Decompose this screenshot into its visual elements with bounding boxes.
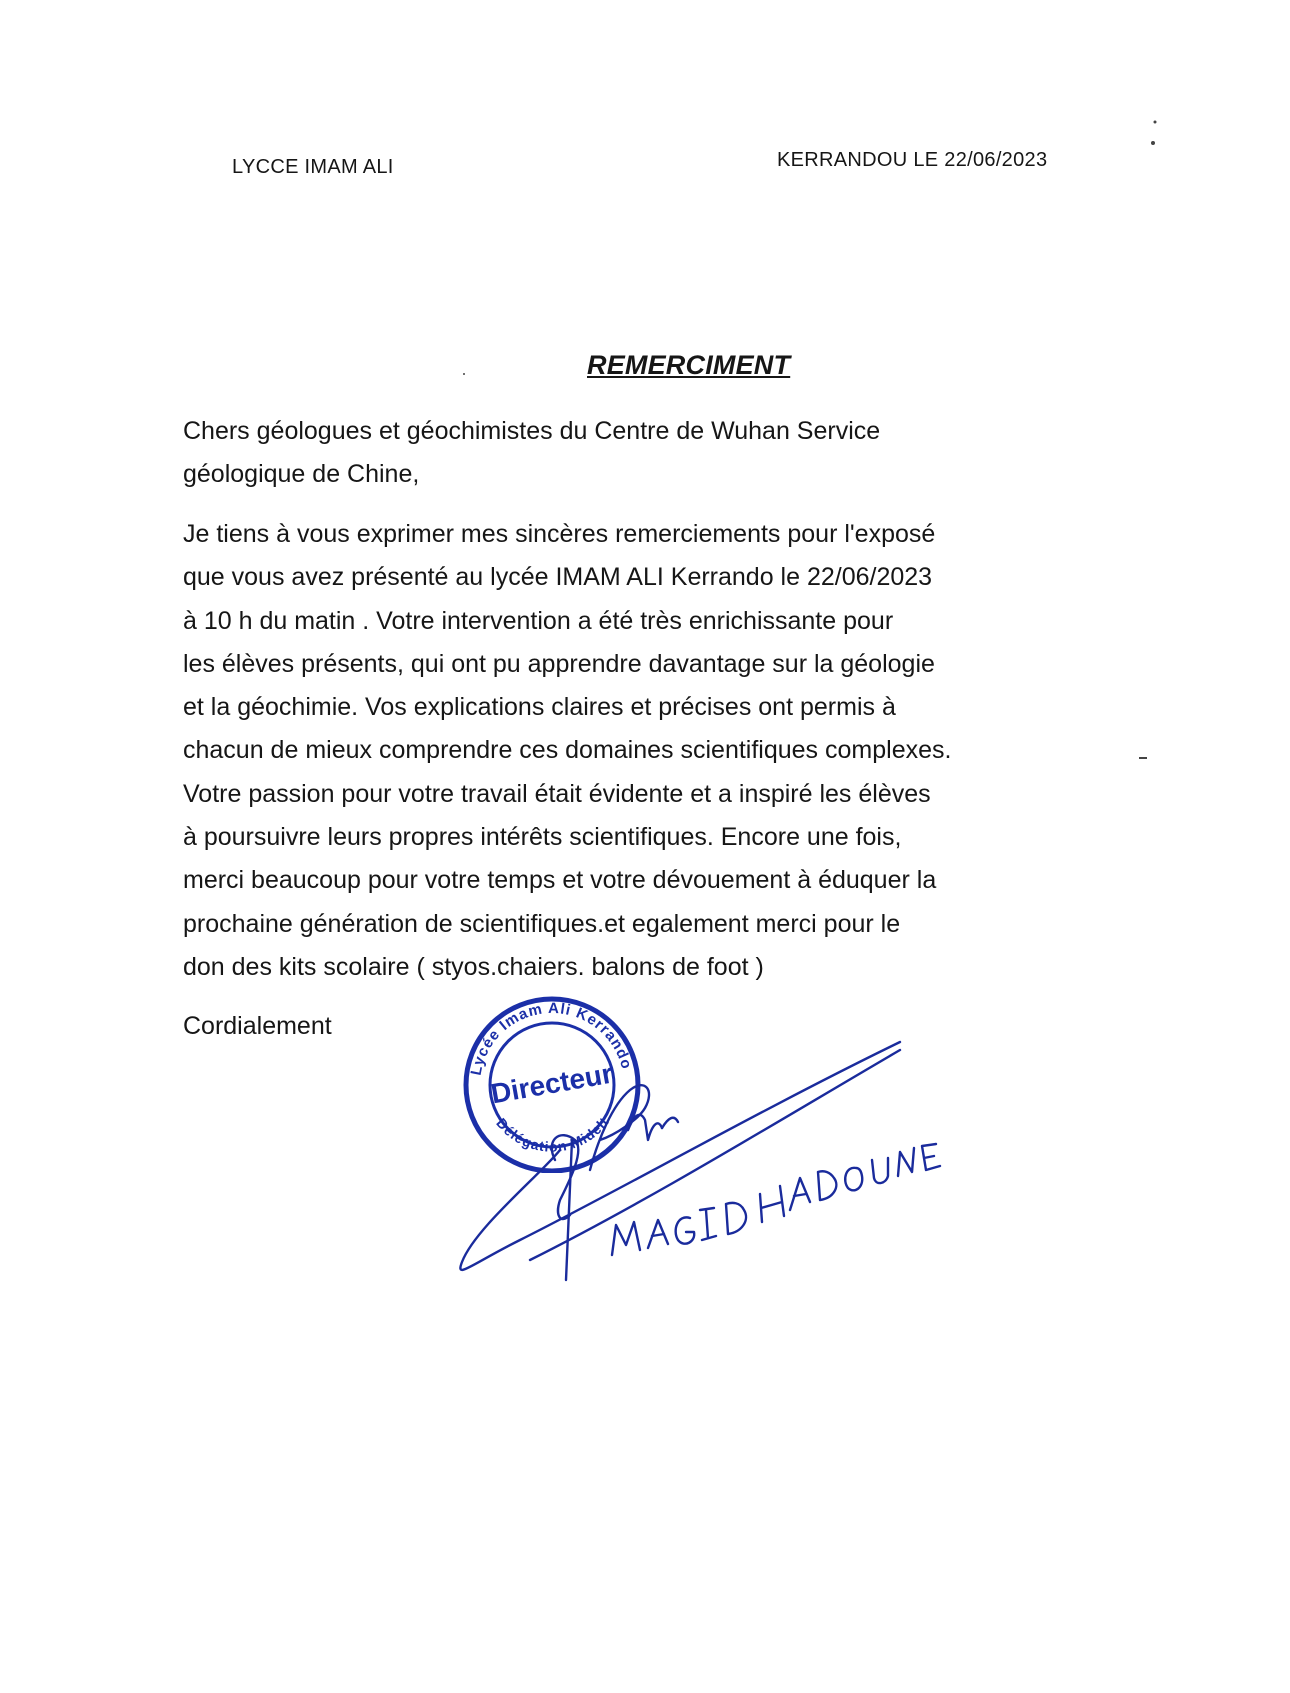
salutation-line: géologique de Chine,	[183, 460, 420, 489]
place-date: KERRANDOU LE 22/06/2023	[777, 149, 1048, 171]
body-line: prochaine génération de scientifiques.et egalement merci pour le	[183, 909, 901, 938]
body-line: et la géochimie. Vos explications claires et précises ont permis à	[183, 693, 896, 722]
letter-title: REMERCIMENT	[587, 350, 791, 380]
body-line: Je tiens à vous exprimer mes sincères remerciements pour l'exposé	[183, 520, 936, 548]
closing: Cordialement	[183, 1012, 332, 1040]
body-line: merci beaucoup pour votre temps et votre dévouement à éduquer la	[183, 866, 937, 895]
salutation-line: Chers géologues et géochimistes du Centre de Wuhan Service	[183, 417, 881, 445]
body-line: à 10 h du matin . Votre intervention a été très enrichissante pour	[183, 606, 894, 635]
svg-text:Lycée Imam Ali Kerrando: Lycée Imam Ali Kerrando	[467, 999, 636, 1077]
body-line: don des kits scolaire ( styos.chaiers. balons de foot )	[183, 952, 764, 981]
salutation	[183, 410, 1083, 497]
body-line: Votre passion pour votre travail était évidente et a inspiré les élèves	[183, 779, 931, 808]
body-line: chacun de mieux comprendre ces domaines scientifiques complexes.	[183, 736, 952, 765]
body-line: à poursuivre leurs propres intérêts scientifiques. Encore une fois,	[183, 823, 902, 852]
svg-text:Directeur: Directeur	[488, 1057, 615, 1110]
official-stamp	[452, 993, 652, 1173]
svg-text:Délégation Midelt: Délégation Midelt	[493, 1113, 613, 1155]
body-line: que vous avez présenté au lycée IMAM ALI Kerrando le 22/06/2023	[183, 563, 933, 592]
letter-body	[183, 513, 1143, 989]
body-line: les élèves présents, qui ont pu apprendre davantage sur la géologie	[183, 649, 935, 678]
school-name: LYCCE IMAM ALI	[232, 156, 394, 178]
